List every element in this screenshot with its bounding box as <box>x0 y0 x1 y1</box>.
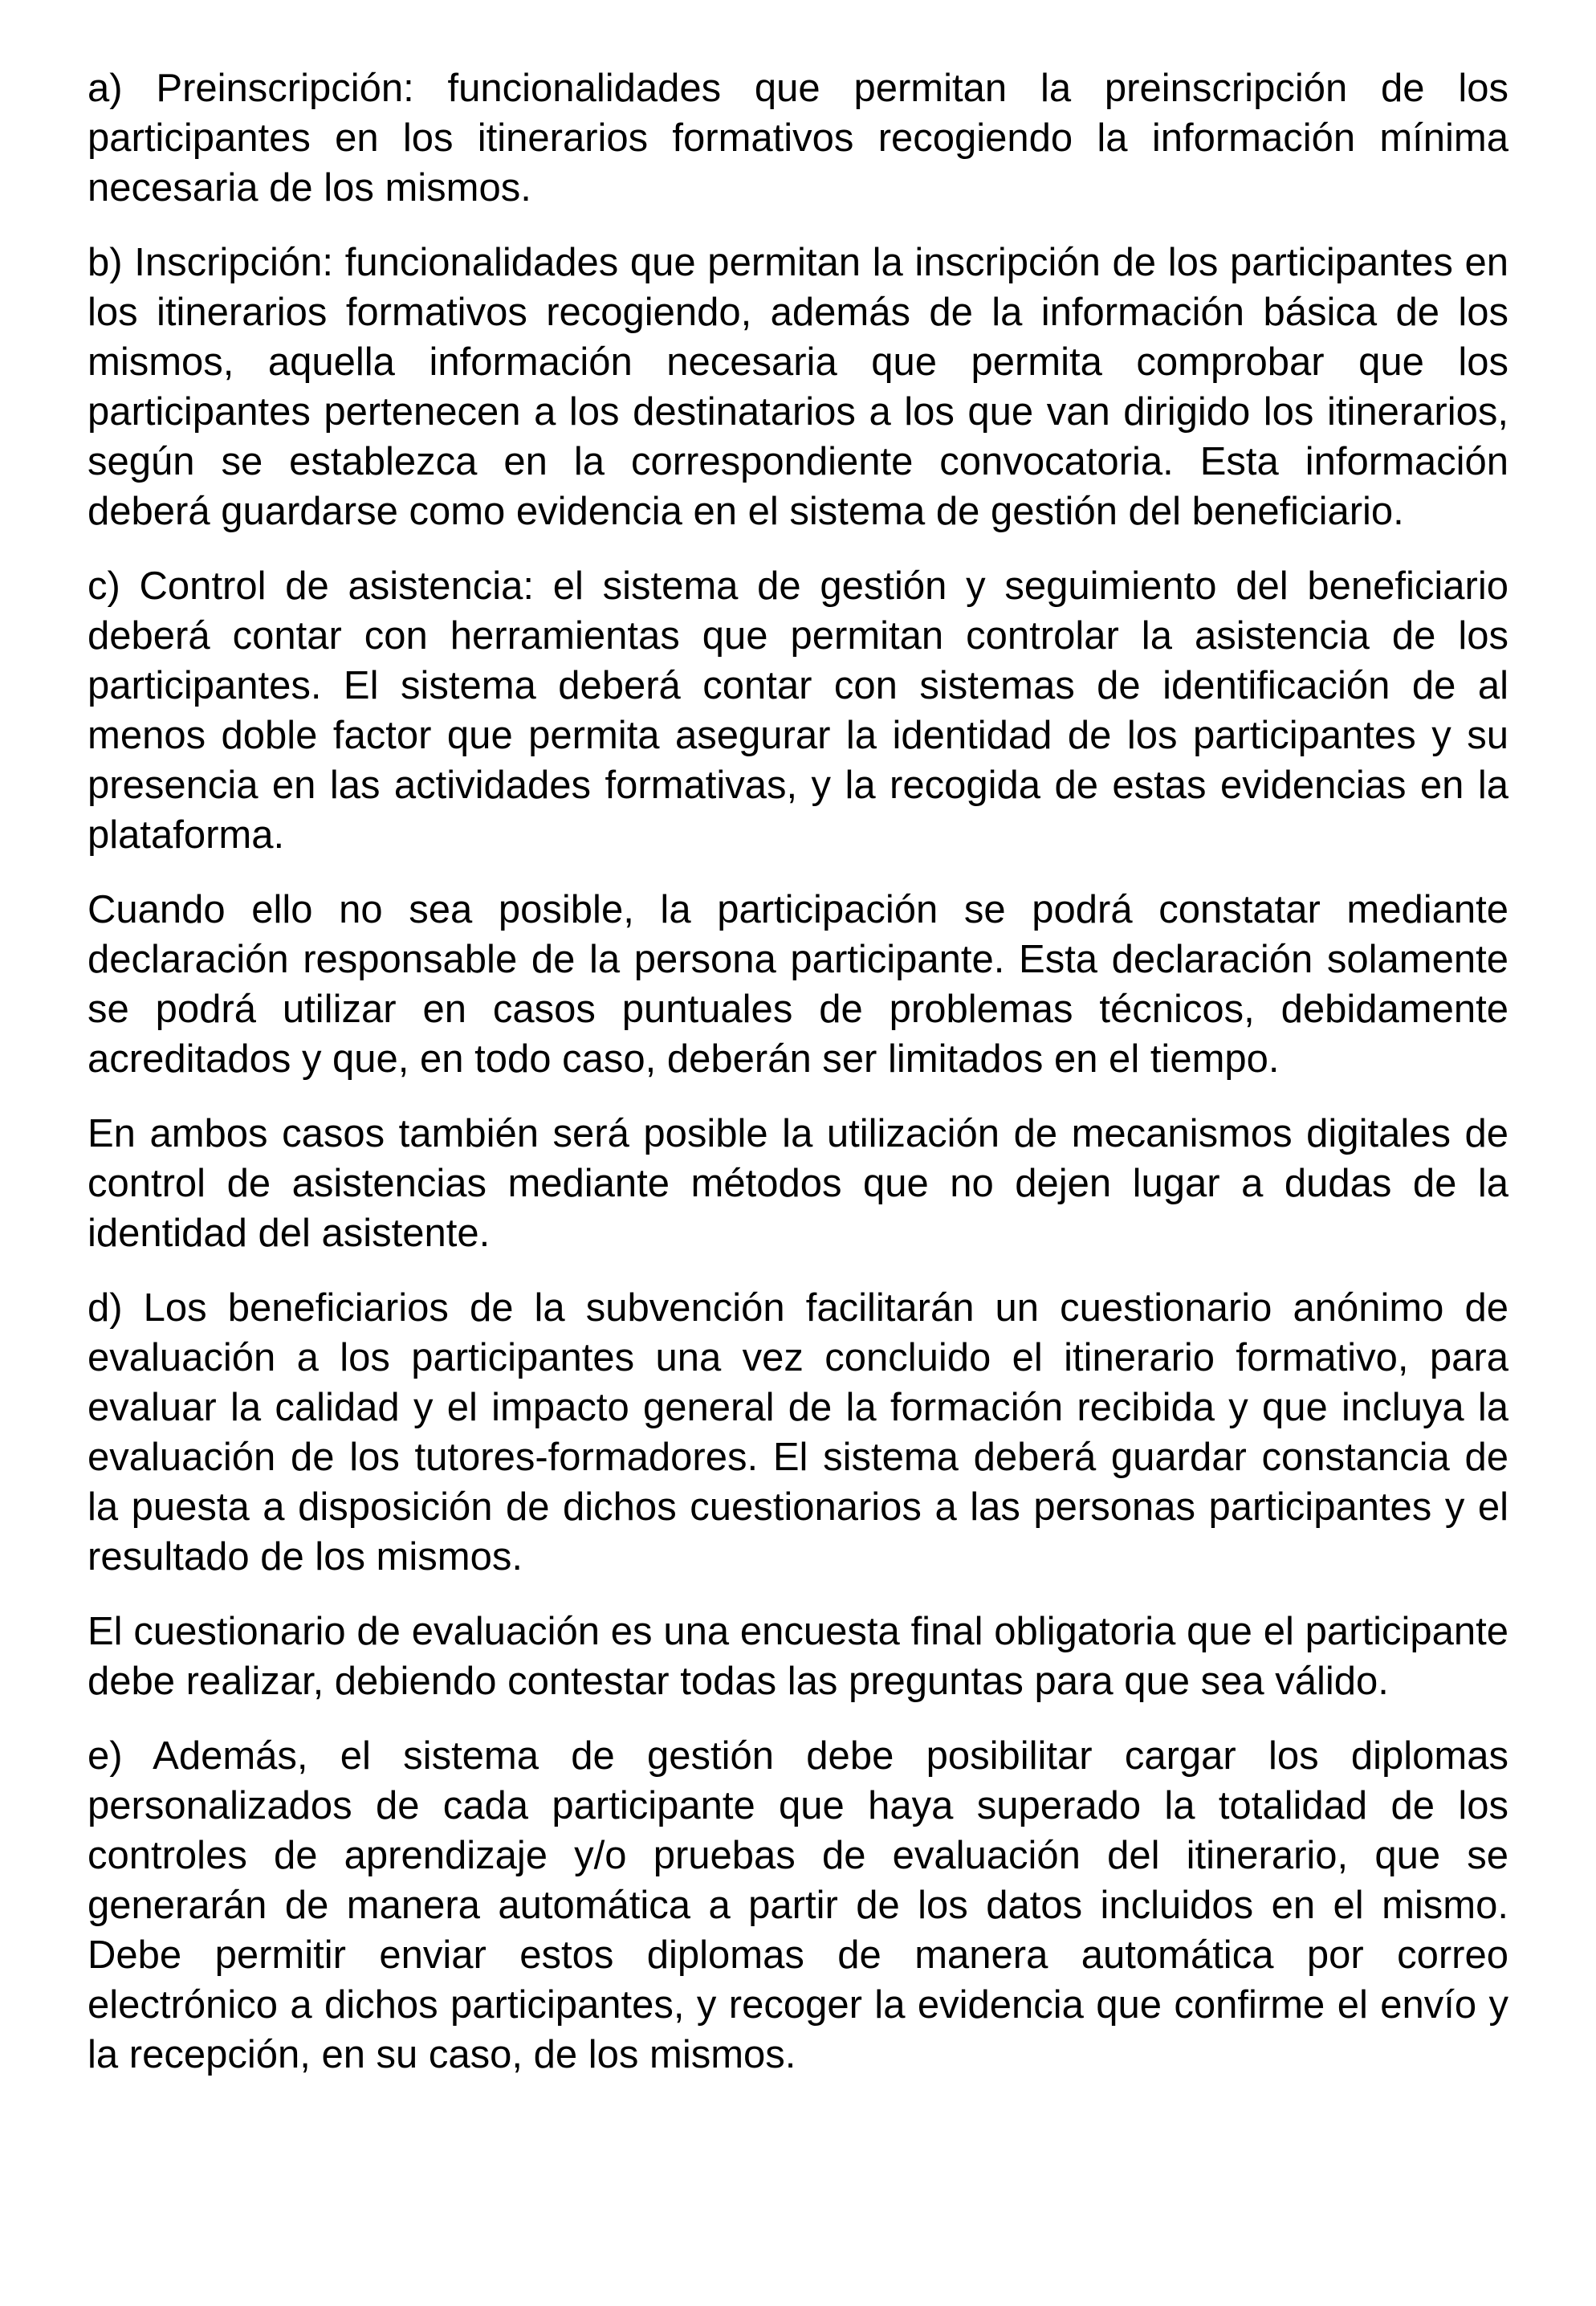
paragraph-a-preinscripcion: a) Preinscripción: funcionalidades que permitan la preinscripción de los participantes en los itinerarios formativos recogiendo la información mínima necesaria de los mismos. <box>88 67 1508 210</box>
paragraph-b-inscripcion: b) Inscripción: funcionalidades que permitan la inscripción de los participantes en los itinerarios formativos recogiendo, además de la información básica de los mismos, aquella información necesaria que permita comprobar que los participantes pertenecen a los destinatarios a los que van dirigido los itinerarios, según se establezca en la correspondiente convocatoria. Esta información deberá guardarse como evidencia en el sistema de gestión del beneficiario. <box>88 241 1508 533</box>
paragraph-encuesta-final: El cuestionario de evaluación es una encuesta final obligatoria que el participante debe realizar, debiendo contestar todas las preguntas para que sea válido. <box>88 1610 1508 1703</box>
paragraph-c-control-asistencia: c) Control de asistencia: el sistema de gestión y seguimiento del beneficiario deberá contar con herramientas que permitan controlar la asistencia de los participantes. El sistema deberá contar con sistemas de identificación de al menos doble factor que permita asegurar la identidad de los participantes y su presencia en las actividades formativas, y la recogida de estas evidencias en la plataforma. <box>88 564 1508 857</box>
paragraph-e-diplomas: e) Además, el sistema de gestión debe posibilitar cargar los diplomas personalizados de cada participante que haya superado la totalidad de los controles de aprendizaje y/o pruebas de evaluación del itinerario, que se generarán de manera automática a partir de los datos incluidos en el mismo. Debe permitir enviar estos diplomas de manera automática por correo electrónico a dichos participantes, y recoger la evidencia que confirme el envío y la recepción, en su caso, de los mismos. <box>88 1734 1508 2076</box>
paragraph-mecanismos-digitales: En ambos casos también será posible la utilización de mecanismos digitales de control de asistencias mediante métodos que no dejen lugar a dudas de la identidad del asistente. <box>88 1112 1508 1255</box>
paragraph-declaracion-responsable: Cuando ello no sea posible, la participación se podrá constatar mediante declaración responsable de la persona participante. Esta declaración solamente se podrá utilizar en casos puntuales de problemas técnicos, debidamente acreditados y que, en todo caso, deberán ser limitados en el tiempo. <box>88 888 1508 1081</box>
paragraph-d-cuestionario-evaluacion: d) Los beneficiarios de la subvención facilitarán un cuestionario anónimo de evaluación a los participantes una vez concluido el itinerario formativo, para evaluar la calidad y el impacto general de la formación recibida y que incluya la evaluación de los tutores-formadores. El sistema deberá guardar constancia de la puesta a disposición de dichos cuestionarios a las personas participantes y el resultado de los mismos. <box>88 1286 1508 1579</box>
